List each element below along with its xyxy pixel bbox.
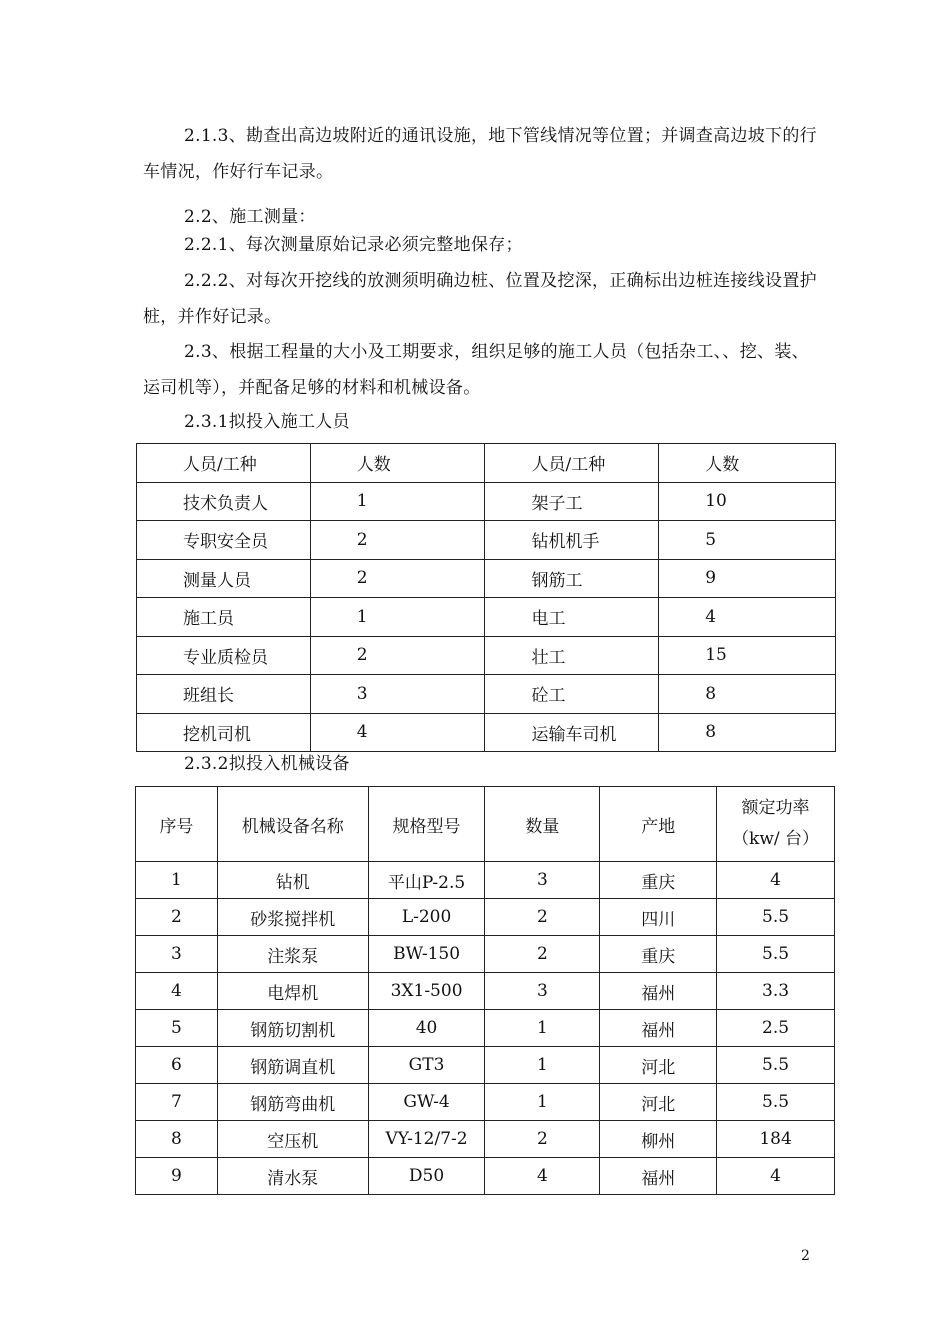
table-cell: 3.3 (717, 973, 835, 1010)
table-cell: 40 (368, 1010, 485, 1047)
table-cell: 专职安全员 (137, 521, 311, 560)
table-row (137, 559, 836, 598)
table-row (137, 482, 836, 521)
table-row (136, 973, 835, 1010)
table-cell: 2 (310, 559, 485, 598)
table-row (137, 636, 836, 675)
table-cell: 6 (136, 1047, 218, 1084)
table-header-row (137, 444, 836, 483)
table-cell: 5.5 (717, 1047, 835, 1084)
paragraph-2-1-3: 2.1.3、勘查出高边坡附近的通讯设施，地下管线情况等位置；并调查高边坡下的行车情况，作好行车记录。 (143, 126, 817, 182)
table-row (136, 899, 835, 936)
table-cell: 重庆 (600, 862, 717, 899)
table-cell: 四川 (600, 899, 717, 936)
table-cell: 15 (659, 636, 836, 675)
table-row (136, 862, 835, 899)
table-row (136, 1047, 835, 1084)
table-cell: 砂浆搅拌机 (217, 899, 368, 936)
table-cell: 重庆 (600, 936, 717, 973)
table-cell: 清水泵 (217, 1158, 368, 1195)
table-cell: 3 (136, 936, 218, 973)
table-cell: BW-150 (368, 936, 485, 973)
table-cell: 1 (485, 1084, 600, 1121)
table-cell: 壮工 (485, 636, 659, 675)
table-cell: 5.5 (717, 936, 835, 973)
table-cell: VY-12/7-2 (368, 1121, 485, 1158)
table-cell: 3 (310, 675, 485, 714)
table-cell: 2 (485, 936, 600, 973)
table-cell: 5.5 (717, 1084, 835, 1121)
paragraph-2-2-1: 2.2.1、每次测量原始记录必须完整地保存； (184, 235, 523, 255)
table-cell: 8 (659, 713, 836, 752)
table-cell: 5 (659, 521, 836, 560)
table-cell: 2 (136, 899, 218, 936)
table-cell: 2 (310, 636, 485, 675)
table-cell: 5.5 (717, 899, 835, 936)
equipment-table (135, 786, 835, 1195)
table-cell: 9 (659, 559, 836, 598)
table-cell: 1 (485, 1047, 600, 1084)
header-cell: 人数 (310, 444, 485, 483)
table-cell: D50 (368, 1158, 485, 1195)
header-cell: 产地 (600, 787, 717, 862)
paragraph-2-2-2: 2.2.2、对每次开挖线的放测须明确边桩、位置及挖深，正确标出边桩连接线设置护桩，并作好记录。 (143, 271, 817, 327)
heading-2-2: 2.2、施工测量： (184, 207, 316, 227)
table-cell: 技术负责人 (137, 482, 311, 521)
page-number: 2 (801, 1248, 810, 1264)
header-cell-rated-power (717, 787, 835, 862)
table-cell: GT3 (368, 1047, 485, 1084)
table-cell: 空压机 (217, 1121, 368, 1158)
staff-table (136, 443, 836, 752)
table-row (137, 598, 836, 637)
table-cell: 运输车司机 (485, 713, 659, 752)
table-cell: 2 (485, 899, 600, 936)
table-row (136, 1158, 835, 1195)
table-cell: 河北 (600, 1047, 717, 1084)
table-cell: 福州 (600, 973, 717, 1010)
table-cell: 5 (136, 1010, 218, 1047)
table-cell: 2.5 (717, 1010, 835, 1047)
table-cell: 1 (136, 862, 218, 899)
table-cell: 钢筋切割机 (217, 1010, 368, 1047)
table-cell: 4 (310, 713, 485, 752)
rated-power-unit: （kw/ 台） (732, 829, 820, 849)
table-cell: 4 (136, 973, 218, 1010)
header-cell: 机械设备名称 (217, 787, 368, 862)
table-cell: 柳州 (600, 1121, 717, 1158)
table-row (136, 1084, 835, 1121)
header-cell: 规格型号 (368, 787, 485, 862)
table-row (136, 1010, 835, 1047)
table-cell: 4 (717, 862, 835, 899)
table-cell: 钢筋弯曲机 (217, 1084, 368, 1121)
table-cell: 施工员 (137, 598, 311, 637)
table-row (137, 675, 836, 714)
table-cell: L-200 (368, 899, 485, 936)
header-cell: 人员/工种 (137, 444, 311, 483)
table-row (137, 521, 836, 560)
table-cell: 1 (310, 482, 485, 521)
table-cell: 1 (310, 598, 485, 637)
paragraph-2-3: 2.3、根据工程量的大小及工期要求，组织足够的施工人员（包括杂工、、挖、装、运司机等），并配备足够的材料和机械设备。 (143, 342, 809, 398)
table-cell: 4 (659, 598, 836, 637)
table-cell: 184 (717, 1121, 835, 1158)
table-cell: 电工 (485, 598, 659, 637)
table-cell: 10 (659, 482, 836, 521)
table-cell: 3 (485, 862, 600, 899)
header-cell: 人数 (659, 444, 836, 483)
table-cell: 平山P-2.5 (368, 862, 485, 899)
table-cell: GW-4 (368, 1084, 485, 1121)
table-cell: 注浆泵 (217, 936, 368, 973)
table-cell: 福州 (600, 1158, 717, 1195)
table-cell: 3 (485, 973, 600, 1010)
header-cell: 序号 (136, 787, 218, 862)
table-row (136, 1121, 835, 1158)
header-cell: 数量 (485, 787, 600, 862)
table-cell: 4 (717, 1158, 835, 1195)
table-cell: 8 (136, 1121, 218, 1158)
table-cell: 河北 (600, 1084, 717, 1121)
table-header-row (136, 787, 835, 862)
table-cell: 测量人员 (137, 559, 311, 598)
table-cell: 1 (485, 1010, 600, 1047)
table-cell: 4 (485, 1158, 600, 1195)
table-cell: 钢筋工 (485, 559, 659, 598)
table-cell: 挖机司机 (137, 713, 311, 752)
table-cell: 9 (136, 1158, 218, 1195)
heading-2-3-2: 2.3.2拟投入机械设备 (184, 754, 350, 774)
table-cell: 专业质检员 (137, 636, 311, 675)
table-cell: 8 (659, 675, 836, 714)
table-cell: 班组长 (137, 675, 311, 714)
table-cell: 7 (136, 1084, 218, 1121)
table-cell: 钻机 (217, 862, 368, 899)
table-cell: 电焊机 (217, 973, 368, 1010)
table-cell: 2 (310, 521, 485, 560)
header-cell: 人员/工种 (485, 444, 659, 483)
table-cell: 砼工 (485, 675, 659, 714)
table-cell: 2 (485, 1121, 600, 1158)
table-cell: 钢筋调直机 (217, 1047, 368, 1084)
table-cell: 福州 (600, 1010, 717, 1047)
table-cell: 架子工 (485, 482, 659, 521)
table-cell: 3X1-500 (368, 973, 485, 1010)
heading-2-3-1: 2.3.1拟投入施工人员 (184, 412, 350, 432)
table-cell: 钻机机手 (485, 521, 659, 560)
table-row (136, 936, 835, 973)
rated-power-label: 额定功率 (741, 798, 810, 818)
